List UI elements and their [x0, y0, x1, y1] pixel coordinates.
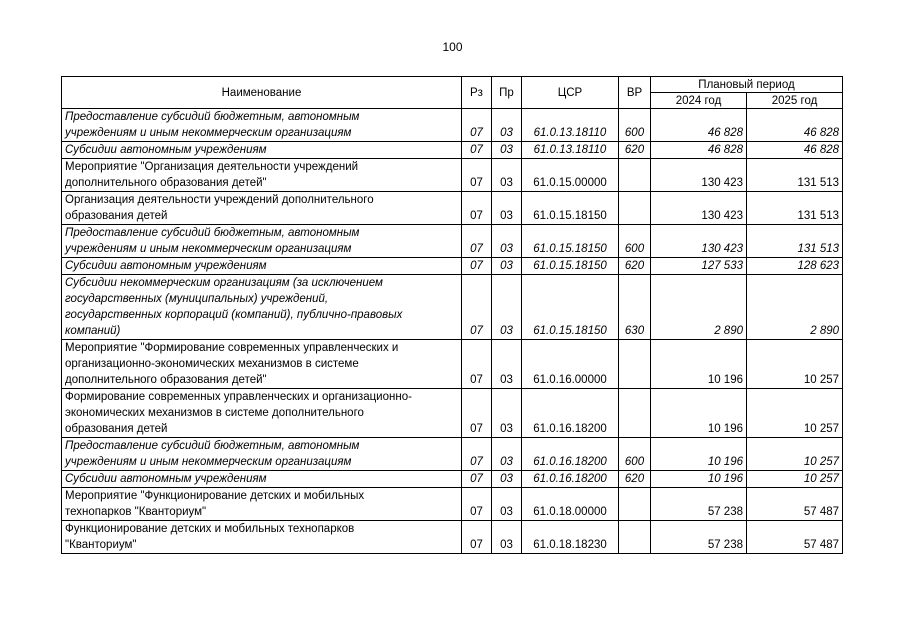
row-name-text: Предоставление субсидий бюджетным, автономным учреждениям и иным некоммерческим организациям [65, 440, 360, 468]
row-name-cell [62, 438, 462, 471]
row-2024-cell: 130 423 [651, 159, 747, 192]
row-pr-cell: 03 [492, 159, 522, 192]
row-csr-cell: 61.0.16.18200 [522, 471, 619, 488]
row-rz-cell: 07 [462, 225, 492, 258]
table-row [62, 389, 843, 438]
row-rz-cell: 07 [462, 471, 492, 488]
header-year-2024: 2024 год [651, 93, 747, 109]
table-row [62, 192, 843, 225]
row-csr-cell: 61.0.18.18230 [522, 521, 619, 554]
row-pr-cell: 03 [492, 340, 522, 389]
row-2025-cell: 2 890 [747, 275, 843, 340]
row-vr-cell: 620 [619, 471, 651, 488]
row-rz-cell: 07 [462, 340, 492, 389]
row-name-text: Предоставление субсидий бюджетным, автономным учреждениям и иным некоммерческим организациям [65, 111, 360, 139]
table-row [62, 471, 843, 488]
row-pr-cell: 03 [492, 275, 522, 340]
row-vr-cell: 600 [619, 438, 651, 471]
row-csr-cell: 61.0.13.18110 [522, 109, 619, 142]
row-2025-cell: 131 513 [747, 159, 843, 192]
page-number: 100 [442, 40, 463, 54]
table-row [62, 275, 843, 340]
row-name-cell [62, 471, 462, 488]
row-2024-cell: 46 828 [651, 109, 747, 142]
row-pr-cell: 03 [492, 225, 522, 258]
table-row [62, 521, 843, 554]
row-name-cell [62, 488, 462, 521]
header-rz: Рз [462, 77, 492, 109]
row-vr-cell [619, 488, 651, 521]
row-name-text: Формирование современных управленческих и организационно- экономических механизмов в системе дополнительного образования детей [65, 391, 412, 435]
row-name-cell [62, 109, 462, 142]
table-row [62, 258, 843, 275]
row-csr-cell: 61.0.15.18150 [522, 192, 619, 225]
row-2025-cell: 46 828 [747, 142, 843, 159]
row-2025-cell: 131 513 [747, 192, 843, 225]
row-name-cell [62, 225, 462, 258]
row-pr-cell: 03 [492, 389, 522, 438]
row-2025-cell: 131 513 [747, 225, 843, 258]
row-name-cell [62, 275, 462, 340]
row-name-text: Субсидии автономным учреждениям [65, 473, 267, 485]
table-row [62, 340, 843, 389]
row-name-text: Субсидии автономным учреждениям [65, 144, 267, 156]
row-name-cell [62, 389, 462, 438]
row-csr-cell: 61.0.18.00000 [522, 488, 619, 521]
row-2025-cell: 10 257 [747, 438, 843, 471]
row-csr-cell: 61.0.15.18150 [522, 225, 619, 258]
row-2025-cell: 10 257 [747, 471, 843, 488]
row-2024-cell: 127 533 [651, 258, 747, 275]
row-csr-cell: 61.0.16.18200 [522, 389, 619, 438]
table-row [62, 142, 843, 159]
row-vr-cell [619, 159, 651, 192]
row-2024-cell: 10 196 [651, 471, 747, 488]
row-2025-cell: 46 828 [747, 109, 843, 142]
row-pr-cell: 03 [492, 142, 522, 159]
row-2025-cell: 10 257 [747, 389, 843, 438]
row-pr-cell: 03 [492, 192, 522, 225]
table-header [62, 77, 843, 109]
row-2025-cell: 57 487 [747, 521, 843, 554]
row-name-text: Мероприятие "Функционирование детских и мобильных технопарков "Кванториум" [65, 490, 365, 518]
row-vr-cell: 620 [619, 258, 651, 275]
row-rz-cell: 07 [462, 438, 492, 471]
row-rz-cell: 07 [462, 159, 492, 192]
table-row [62, 225, 843, 258]
row-name-cell [62, 159, 462, 192]
table-row [62, 109, 843, 142]
row-2024-cell: 57 238 [651, 488, 747, 521]
row-2025-cell: 57 487 [747, 488, 843, 521]
row-pr-cell: 03 [492, 109, 522, 142]
row-rz-cell: 07 [462, 258, 492, 275]
table-row [62, 159, 843, 192]
header-year-2025: 2025 год [747, 93, 843, 109]
row-name-cell [62, 192, 462, 225]
row-rz-cell: 07 [462, 109, 492, 142]
row-rz-cell: 07 [462, 488, 492, 521]
row-csr-cell: 61.0.15.00000 [522, 159, 619, 192]
row-2024-cell: 10 196 [651, 340, 747, 389]
header-csr: ЦСР [522, 77, 619, 109]
row-vr-cell: 600 [619, 109, 651, 142]
row-name-text: Субсидии некоммерческим организациям (за исключением государственных (муниципальных) учреждений, государственных корпораций (компаний), публично-правовых компаний) [65, 277, 403, 337]
row-name-cell [62, 142, 462, 159]
row-name-cell [62, 340, 462, 389]
row-vr-cell: 620 [619, 142, 651, 159]
row-name-cell [62, 521, 462, 554]
row-2024-cell: 46 828 [651, 142, 747, 159]
budget-table [61, 76, 843, 554]
row-rz-cell: 07 [462, 521, 492, 554]
header-planned-period: Плановый период [651, 77, 843, 93]
table-row [62, 438, 843, 471]
row-csr-cell: 61.0.16.00000 [522, 340, 619, 389]
row-rz-cell: 07 [462, 192, 492, 225]
row-vr-cell [619, 521, 651, 554]
row-2025-cell: 10 257 [747, 340, 843, 389]
row-csr-cell: 61.0.13.18110 [522, 142, 619, 159]
row-vr-cell [619, 340, 651, 389]
row-pr-cell: 03 [492, 258, 522, 275]
row-2024-cell: 10 196 [651, 389, 747, 438]
row-name-text: Мероприятие "Организация деятельности учреждений дополнительного образования детей" [65, 161, 359, 189]
row-rz-cell: 07 [462, 275, 492, 340]
row-2024-cell: 130 423 [651, 225, 747, 258]
row-vr-cell: 630 [619, 275, 651, 340]
header-pr: Пр [492, 77, 522, 109]
row-name-text: Функционирование детских и мобильных технопарков "Кванториум" [65, 523, 355, 551]
row-vr-cell: 600 [619, 225, 651, 258]
row-2024-cell: 10 196 [651, 438, 747, 471]
row-vr-cell [619, 389, 651, 438]
row-csr-cell: 61.0.16.18200 [522, 438, 619, 471]
row-pr-cell: 03 [492, 488, 522, 521]
row-pr-cell: 03 [492, 438, 522, 471]
row-2024-cell: 130 423 [651, 192, 747, 225]
row-name-text: Предоставление субсидий бюджетным, автономным учреждениям и иным некоммерческим организациям [65, 227, 360, 255]
row-rz-cell: 07 [462, 389, 492, 438]
header-vr: ВР [619, 77, 651, 109]
row-pr-cell: 03 [492, 471, 522, 488]
row-2025-cell: 128 623 [747, 258, 843, 275]
header-name: Наименование [62, 77, 462, 109]
row-name-cell [62, 258, 462, 275]
row-vr-cell [619, 192, 651, 225]
table-row [62, 488, 843, 521]
row-rz-cell: 07 [462, 142, 492, 159]
row-csr-cell: 61.0.15.18150 [522, 275, 619, 340]
row-name-text: Мероприятие "Формирование современных управленческих и организационно-экономических механизмов в системе дополнительного образования детей" [65, 342, 399, 386]
row-name-text: Субсидии автономным учреждениям [65, 260, 267, 272]
row-name-text: Организация деятельности учреждений дополнительного образования детей [65, 194, 374, 222]
row-pr-cell: 03 [492, 521, 522, 554]
row-2024-cell: 57 238 [651, 521, 747, 554]
table-body [62, 109, 843, 554]
row-csr-cell: 61.0.15.18150 [522, 258, 619, 275]
row-2024-cell: 2 890 [651, 275, 747, 340]
